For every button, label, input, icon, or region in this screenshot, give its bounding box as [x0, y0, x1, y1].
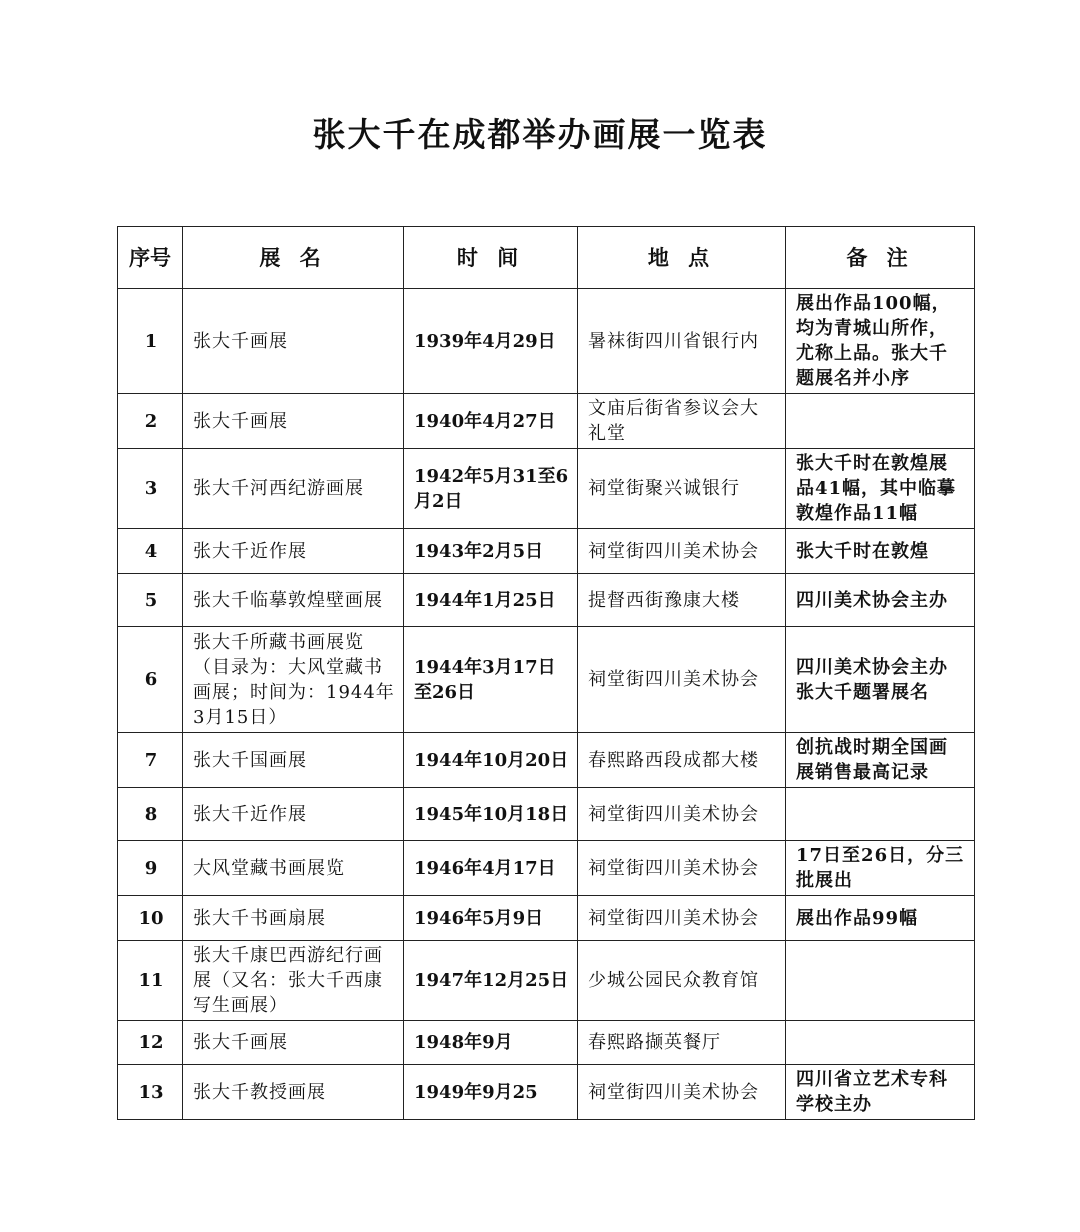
cell-time: 1946年5月9日 — [404, 896, 578, 941]
table-row — [118, 574, 975, 627]
cell-name: 张大千临摹敦煌壁画展 — [183, 574, 404, 627]
header-place: 地 点 — [578, 227, 786, 289]
exhibition-table — [117, 226, 975, 1120]
table-row — [118, 788, 975, 841]
document-title: 张大千在成都举办画展一览表 — [312, 115, 768, 154]
table-row — [118, 627, 975, 733]
cell-time: 1944年10月20日 — [404, 733, 578, 788]
cell-place: 少城公园民众教育馆 — [578, 941, 786, 1021]
cell-place: 祠堂街聚兴诚银行 — [578, 449, 786, 529]
cell-note: 展出作品99幅 — [786, 896, 975, 941]
cell-name: 张大千近作展 — [183, 788, 404, 841]
cell-no: 9 — [118, 841, 183, 896]
cell-place: 祠堂街四川美术协会 — [578, 788, 786, 841]
cell-note — [786, 1021, 975, 1065]
cell-time: 1944年1月25日 — [404, 574, 578, 627]
cell-note — [786, 941, 975, 1021]
table-row — [118, 529, 975, 574]
table-row — [118, 941, 975, 1021]
table-row — [118, 896, 975, 941]
cell-name: 张大千画展 — [183, 289, 404, 394]
cell-note: 张大千时在敦煌 — [786, 529, 975, 574]
cell-time: 1946年4月17日 — [404, 841, 578, 896]
cell-note: 展出作品100幅，均为青城山所作，尤称上品。张大千题展名并小序 — [786, 289, 975, 394]
cell-place: 祠堂街四川美术协会 — [578, 627, 786, 733]
cell-name: 张大千所藏书画展览（目录为：大风堂藏书画展；时间为：1944年3月15日） — [183, 627, 404, 733]
cell-place: 春熙路撷英餐厅 — [578, 1021, 786, 1065]
table-header-row — [118, 227, 975, 289]
cell-no: 11 — [118, 941, 183, 1021]
table-row — [118, 394, 975, 449]
cell-name: 大风堂藏书画展览 — [183, 841, 404, 896]
cell-time: 1945年10月18日 — [404, 788, 578, 841]
cell-no: 3 — [118, 449, 183, 529]
cell-no: 6 — [118, 627, 183, 733]
cell-no: 8 — [118, 788, 183, 841]
cell-name: 张大千教授画展 — [183, 1065, 404, 1120]
table-row — [118, 449, 975, 529]
cell-no: 2 — [118, 394, 183, 449]
cell-name: 张大千近作展 — [183, 529, 404, 574]
cell-place: 祠堂街四川美术协会 — [578, 1065, 786, 1120]
cell-name: 张大千书画扇展 — [183, 896, 404, 941]
table-row — [118, 841, 975, 896]
header-no: 序号 — [118, 227, 183, 289]
cell-name: 张大千河西纪游画展 — [183, 449, 404, 529]
cell-place: 祠堂街四川美术协会 — [578, 529, 786, 574]
cell-name: 张大千画展 — [183, 394, 404, 449]
header-time: 时 间 — [404, 227, 578, 289]
cell-note: 四川省立艺术专科学校主办 — [786, 1065, 975, 1120]
table-row — [118, 1065, 975, 1120]
header-name: 展 名 — [183, 227, 404, 289]
cell-time: 1949年9月25 — [404, 1065, 578, 1120]
cell-no: 12 — [118, 1021, 183, 1065]
cell-note — [786, 788, 975, 841]
cell-note: 创抗战时期全国画展销售最高记录 — [786, 733, 975, 788]
cell-note: 四川美术协会主办张大千题署展名 — [786, 627, 975, 733]
cell-place: 祠堂街四川美术协会 — [578, 841, 786, 896]
cell-time: 1940年4月27日 — [404, 394, 578, 449]
header-note: 备 注 — [786, 227, 975, 289]
cell-no: 1 — [118, 289, 183, 394]
cell-time: 1943年2月5日 — [404, 529, 578, 574]
table-row — [118, 733, 975, 788]
table-row — [118, 289, 975, 394]
cell-place: 祠堂街四川美术协会 — [578, 896, 786, 941]
cell-no: 5 — [118, 574, 183, 627]
cell-name: 张大千画展 — [183, 1021, 404, 1065]
cell-time: 1948年9月 — [404, 1021, 578, 1065]
cell-note: 17日至26日，分三批展出 — [786, 841, 975, 896]
cell-no: 4 — [118, 529, 183, 574]
cell-no: 13 — [118, 1065, 183, 1120]
cell-no: 10 — [118, 896, 183, 941]
cell-place: 暑袜街四川省银行内 — [578, 289, 786, 394]
table-row — [118, 1021, 975, 1065]
cell-name: 张大千康巴西游纪行画展（又名：张大千西康写生画展） — [183, 941, 404, 1021]
cell-time: 1942年5月31至6月2日 — [404, 449, 578, 529]
cell-time: 1947年12月25日 — [404, 941, 578, 1021]
cell-name: 张大千国画展 — [183, 733, 404, 788]
cell-place: 文庙后街省参议会大礼堂 — [578, 394, 786, 449]
cell-note: 张大千时在敦煌展品41幅，其中临摹敦煌作品11幅 — [786, 449, 975, 529]
cell-time: 1939年4月29日 — [404, 289, 578, 394]
cell-place: 春熙路西段成都大楼 — [578, 733, 786, 788]
cell-place: 提督西街豫康大楼 — [578, 574, 786, 627]
cell-no: 7 — [118, 733, 183, 788]
cell-note: 四川美术协会主办 — [786, 574, 975, 627]
cell-note — [786, 394, 975, 449]
cell-time: 1944年3月17日至26日 — [404, 627, 578, 733]
